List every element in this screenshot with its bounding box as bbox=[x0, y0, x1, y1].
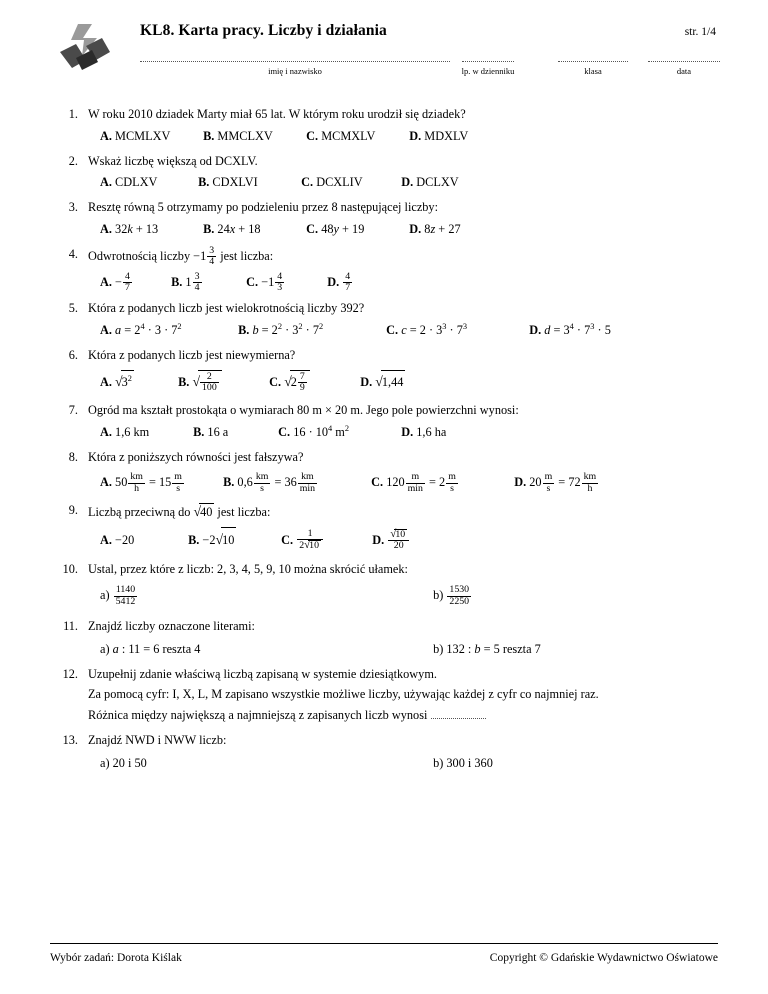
task-item bbox=[50, 199, 718, 239]
task-item bbox=[50, 666, 718, 725]
answer-option[interactable]: A. −20 bbox=[100, 532, 135, 547]
publisher-logo-icon bbox=[52, 22, 122, 74]
answer-option[interactable]: B. 24x + 18 bbox=[203, 222, 261, 237]
subitem[interactable]: b) 300 i 360 bbox=[433, 755, 493, 770]
answer-option[interactable]: A. 50 $\frac{km}{h}$ = 15 $\frac{m}{s}$ bbox=[100, 471, 182, 494]
task-number: 12. bbox=[62, 666, 78, 681]
task-item bbox=[50, 106, 718, 146]
task-question: Znajdź liczby oznaczone literami: bbox=[88, 618, 255, 633]
register-no-field-line[interactable] bbox=[462, 48, 514, 62]
answer-option[interactable]: D. 1,6 ha bbox=[401, 424, 447, 439]
answer-option[interactable]: C. 48y + 19 bbox=[306, 222, 365, 237]
subitem[interactable]: b) $\frac{1530}{2250}$ bbox=[433, 584, 470, 607]
answer-option[interactable]: D. $\frac{√10}{20}$ bbox=[372, 528, 410, 553]
answer-option[interactable]: C. DCXLIV bbox=[301, 175, 363, 190]
task-question-line3 bbox=[88, 707, 718, 725]
task-item bbox=[50, 246, 718, 293]
task-question-line3-text: Różnica między największą a najmniejszą z zapisanych liczb wynosi bbox=[88, 708, 428, 723]
date-field-label: data bbox=[676, 66, 692, 76]
answer-option[interactable]: A. $√3^2$ bbox=[100, 369, 175, 395]
task-answers bbox=[100, 322, 718, 340]
page-footer bbox=[50, 943, 718, 964]
task-number: 4. bbox=[68, 246, 78, 261]
task-answers bbox=[100, 221, 718, 239]
page-title: KL8. Karta pracy. Liczby i działania bbox=[140, 22, 387, 39]
footer-copyright: Copyright © Gdańskie Wydawnictwo Oświatowe bbox=[489, 952, 718, 964]
task-question: Liczbą przeciwną do √40 jest liczba: bbox=[88, 502, 718, 522]
task-item bbox=[50, 347, 718, 395]
answer-option[interactable]: A. MCMLXV bbox=[100, 128, 171, 143]
task-item bbox=[50, 732, 718, 773]
task-number: 10. bbox=[62, 561, 78, 576]
name-field-label: imię i nazwisko bbox=[268, 66, 322, 76]
task-answers bbox=[100, 424, 718, 442]
identity-fields bbox=[140, 48, 718, 78]
date-field-line[interactable] bbox=[648, 48, 720, 62]
task-number: 7. bbox=[68, 402, 78, 417]
task-answers bbox=[100, 174, 718, 192]
page-number: str. 1/4 bbox=[684, 26, 716, 38]
answer-option[interactable]: D. $d = 3^4 \cdot 7^3 \cdot 5$ bbox=[529, 322, 611, 338]
task-answers bbox=[100, 470, 718, 495]
task-question: Odwrotnością liczby −1 $\frac{3}{4}$ jest liczba: bbox=[88, 244, 274, 268]
task-number: 13. bbox=[62, 733, 78, 748]
answer-option[interactable]: D. $\frac{4}{7}$ bbox=[327, 270, 351, 293]
task-question: Wskaż liczbę większą od DCXLV. bbox=[88, 153, 258, 168]
answer-option[interactable]: B. CDXLVI bbox=[198, 175, 258, 190]
subitem[interactable]: a) a : 11 = 6 reszta 4 bbox=[100, 641, 201, 656]
answer-option[interactable]: C. MCMXLV bbox=[306, 128, 376, 143]
task-number: 1. bbox=[68, 107, 78, 121]
answer-option[interactable]: C. $16 \cdot 10^4$ $m^2$ bbox=[278, 423, 350, 439]
answer-option[interactable]: A. − $\frac{4}{7}$ bbox=[100, 270, 130, 293]
task-item bbox=[50, 502, 718, 554]
answer-blank-line[interactable] bbox=[431, 718, 486, 719]
answer-option[interactable]: C. $c = 2 \cdot 3^3 \cdot 7^3$ bbox=[386, 322, 468, 338]
answer-option[interactable]: C. √2 $\frac{7}{9}$ bbox=[269, 369, 357, 395]
answer-option[interactable]: D. MDXLV bbox=[409, 128, 469, 143]
subitem[interactable]: a) 20 i 50 bbox=[100, 755, 147, 770]
answer-option[interactable]: B. √ $\frac{2}{100}$ bbox=[178, 369, 266, 395]
task-item bbox=[50, 153, 718, 193]
answer-option[interactable]: C. $\frac{1}{2√10}$ bbox=[281, 528, 369, 553]
answer-option[interactable]: A. $a = 2^4 \cdot 3 \cdot 7^2$ bbox=[100, 322, 182, 338]
subitem[interactable]: b) 132 : b = 5 reszta 7 bbox=[433, 641, 541, 656]
task-item bbox=[50, 300, 718, 340]
task-item bbox=[50, 618, 718, 659]
answer-option[interactable]: B. 16 a bbox=[193, 424, 229, 439]
task-subitems bbox=[100, 641, 718, 659]
task-question: Znajdź NWD i NWW liczb: bbox=[88, 733, 227, 748]
answer-option[interactable]: B. MMCLXV bbox=[203, 128, 273, 143]
answer-option[interactable]: D. 8z + 27 bbox=[409, 222, 461, 237]
task-question: Ustal, przez które z liczb: 2, 3, 4, 5, 9, 10 można skrócić ułamek: bbox=[88, 561, 408, 576]
answer-option[interactable]: B. 1 $\frac{3}{4}$ bbox=[171, 270, 200, 293]
task-question: Resztę równą 5 otrzymamy po podzieleniu przez 8 następującej liczby: bbox=[88, 200, 438, 215]
task-question: Która z poniższych równości jest fałszywa? bbox=[88, 449, 304, 464]
class-field-label: klasa bbox=[584, 66, 602, 76]
page-header bbox=[50, 0, 718, 78]
answer-option[interactable]: D. DCLXV bbox=[401, 175, 459, 190]
task-subitems bbox=[100, 755, 718, 773]
answer-option[interactable]: A. 32k + 13 bbox=[100, 222, 159, 237]
task-item bbox=[50, 402, 718, 442]
task-number: 6. bbox=[68, 347, 78, 362]
task-question: W roku 2010 dziadek Marty miał 65 lat. W którym roku urodził się dziadek? bbox=[88, 107, 466, 121]
name-field-line[interactable] bbox=[140, 48, 450, 62]
task-question: Która z podanych liczb jest niewymierna? bbox=[88, 347, 296, 362]
footer-author: Wybór zadań: Dorota Kiślak bbox=[50, 952, 182, 964]
task-item bbox=[50, 561, 718, 608]
answer-option[interactable]: B. −2√10 bbox=[188, 526, 278, 554]
answer-option[interactable]: A. 1,6 km bbox=[100, 424, 150, 439]
task-question: Uzupełnij zdanie właściwą liczbą zapisaną w systemie dziesiątkowym. bbox=[88, 666, 437, 681]
answer-option[interactable]: D. 20 $\frac{m}{s}$ = 72 $\frac{km}{h}$ bbox=[514, 471, 597, 494]
task-answers bbox=[100, 369, 718, 395]
answer-option[interactable]: C. −1 $\frac{4}{3}$ bbox=[246, 270, 283, 293]
answer-option[interactable]: B. $b = 2^2 \cdot 3^2 \cdot 7^2$ bbox=[238, 322, 324, 338]
task-question: Która z podanych liczb jest wielokrotnością liczby 392? bbox=[88, 301, 365, 316]
answer-option[interactable]: C. 120 $\frac{m}{\min}$ = 2 $\frac{m}{s}$ bbox=[371, 471, 456, 494]
task-number: 9. bbox=[68, 503, 78, 518]
class-field-line[interactable] bbox=[558, 48, 628, 62]
task-subitems bbox=[100, 583, 718, 608]
register-no-field-label: lp. w dzienniku bbox=[461, 66, 515, 76]
task-number: 3. bbox=[68, 200, 78, 215]
task-answers bbox=[100, 272, 718, 294]
task-item bbox=[50, 449, 718, 495]
answer-option[interactable]: D. √1,44 bbox=[360, 369, 405, 395]
task-question: Ogród ma kształt prostokąta o wymiarach 80 m × 20 m. Jego pole powierzchni wynosi: bbox=[88, 402, 519, 417]
answer-option[interactable]: A. CDLXV bbox=[100, 175, 158, 190]
answer-option[interactable]: B. 0,6 $\frac{km}{s}$ = 36 $\frac{km}{\min}$ bbox=[223, 471, 316, 494]
task-answers bbox=[100, 128, 718, 146]
subitem[interactable]: a) $\frac{1140}{5412}$ bbox=[100, 584, 136, 607]
task-question-line2: Za pomocą cyfr: I, X, L, M zapisano wszystkie możliwe liczby, używając każdej z cyfr co najmniej raz. bbox=[88, 687, 599, 702]
task-number: 5. bbox=[68, 301, 78, 316]
task-number: 11. bbox=[63, 618, 78, 633]
task-answers bbox=[100, 526, 718, 554]
task-number: 8. bbox=[68, 449, 78, 464]
task-list bbox=[50, 106, 718, 773]
task-number: 2. bbox=[68, 153, 78, 168]
